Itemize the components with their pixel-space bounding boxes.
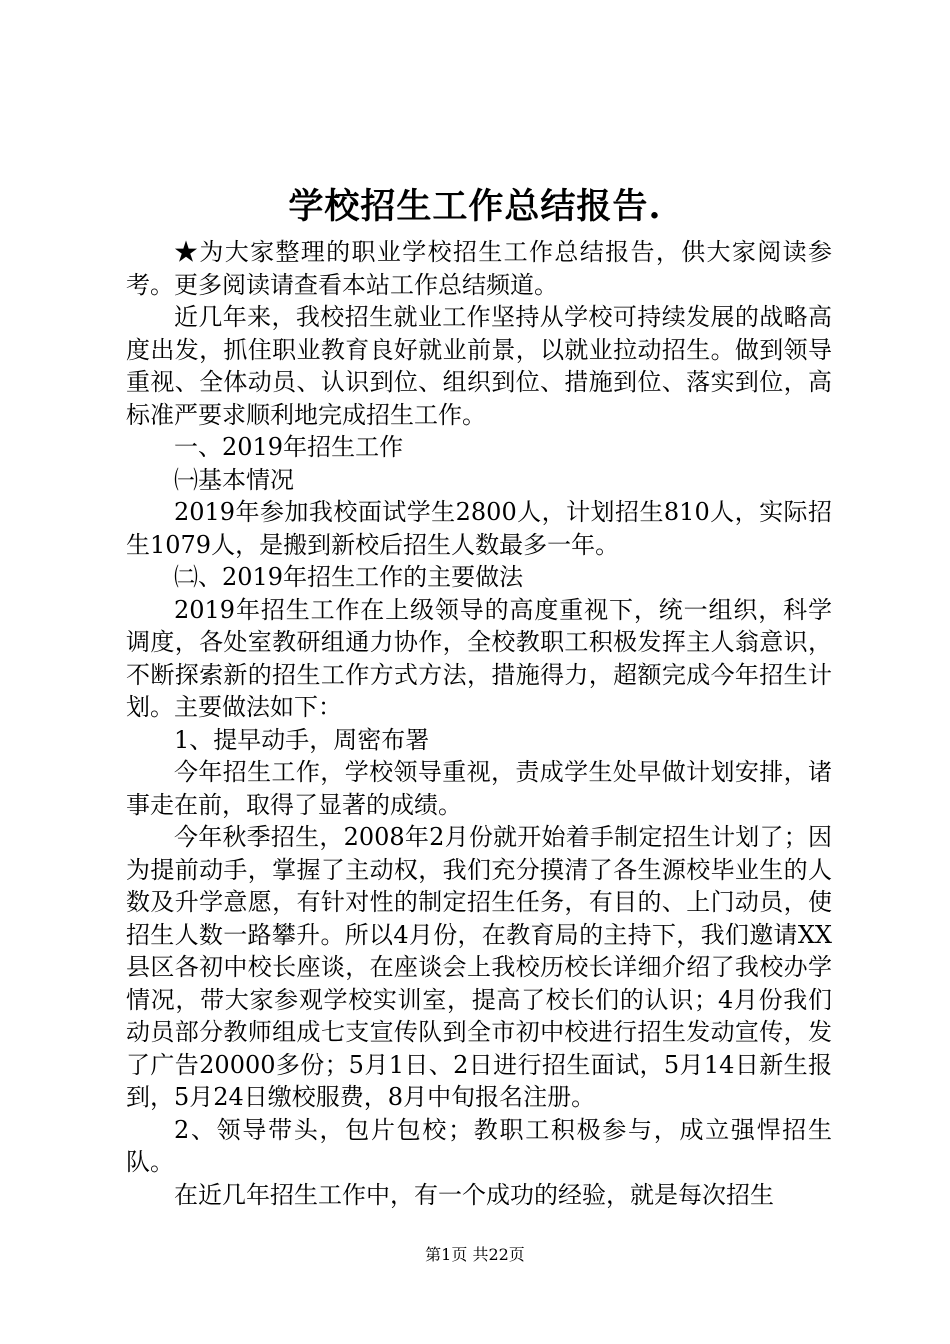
paragraph-item-1: 今年招生工作，学校领导重视，责成学生处早做计划安排，诸事走在前，取得了显著的成绩。 <box>126 758 832 819</box>
section-heading-1: 一、2019年招生工作 <box>174 433 404 461</box>
document-title: 学校招生工作总结报告. <box>288 186 662 227</box>
document-body <box>126 236 832 1211</box>
subsection-heading-basic: ㈠基本情况 <box>174 465 294 494</box>
item-heading-1: 1、提早动手，周密布署 <box>174 725 430 754</box>
paragraph-intro: ★为大家整理的职业学校招生工作总结报告，供大家阅读参考。更多阅读请查看本站工作总结频道。 <box>126 238 832 299</box>
paragraph-overview: 近几年来，我校招生就业工作坚持从学校可持续发展的战略高度出发，抓住职业教育良好就业前景，以就业拉动招生。做到领导重视、全体动员、认识到位、组织到位、措施到位、落实到位，高标准严要求顺利地完成招生工作。 <box>126 303 832 429</box>
item-heading-2: 2、领导带头，包片包校；教职工积极参与，成立强悍招生队。 <box>126 1115 832 1176</box>
subsection-heading-methods: ㈡、2019年招生工作的主要做法 <box>174 563 524 591</box>
page-footer: 第1页 共22页 <box>425 1245 525 1264</box>
paragraph-basic-info: 2019年参加我校面试学生2800人，计划招生810人，实际招生1079人，是搬到新校后招生人数最多一年。 <box>126 498 832 559</box>
paragraph-methods: 2019年招生工作在上级领导的高度重视下，统一组织，科学调度，各处室教研组通力协作，全校教职工积极发挥主人翁意识，不断探索新的招生工作方式方法，措施得力，超额完成今年招生计划。主要做法如下： <box>126 595 832 721</box>
paragraph-autumn-enrollment: 今年秋季招生，2008年2月份就开始着手制定招生计划了；因为提前动手，掌握了主动权，我们充分摸清了各生源校毕业生的人数及升学意愿，有针对性的制定招生任务，有目的、上门动员，使招生人数一路攀升。所以4月份，在教育局的主持下，我们邀请XX县区各初中校长座谈，在座谈会上我校历校长详细介绍了我校办学情况，带大家参观学校实训室，提高了校长们的认识；4月份我们动员部分教师组成七支宣传队到全市初中校进行招生发动宣传，发了广告20000多份；5月1日、2日进行招生面试，5月14日新生报到，5月24日缴校服费，8月中旬报名注册。 <box>126 823 832 1111</box>
paragraph-experience: 在近几年招生工作中，有一个成功的经验，就是每次招生 <box>174 1180 774 1209</box>
